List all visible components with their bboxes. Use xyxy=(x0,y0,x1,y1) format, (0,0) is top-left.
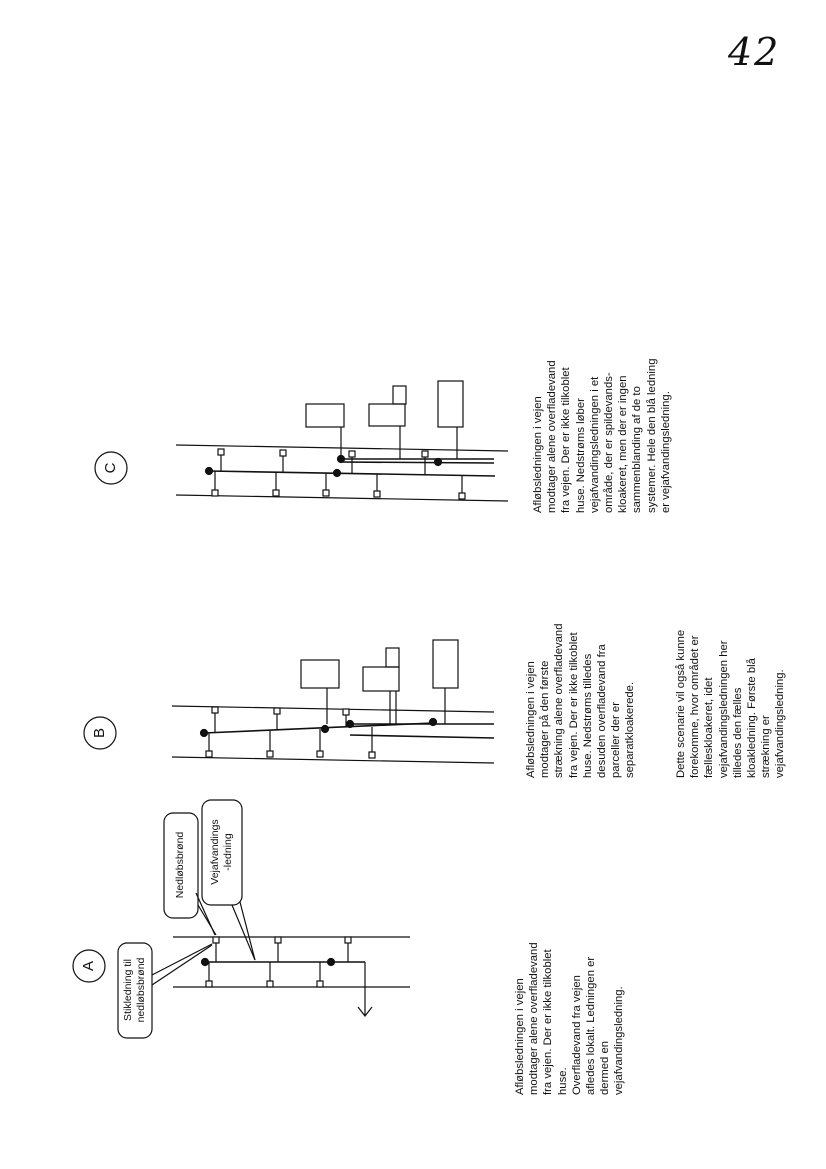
nedlobsbrond-marker xyxy=(275,937,281,943)
diagram-b xyxy=(84,640,494,763)
panel-c-text: Afløbsledningen i vejen modtager alene overfladevand fra vejen. Der er ikke tilkoblet huse. Nedstrøms løber vejafvandingsledningen i et område, der er spildevands- kloakeret, men der er ingen sammenblanding af de to systemer. Hele den blå ledning er vejafvandingsledning. xyxy=(532,358,672,513)
house xyxy=(433,640,458,688)
nedlobsbrond-marker xyxy=(317,981,323,987)
callout-nedlobsbrond-text: Nedløbsbrønd xyxy=(174,831,186,899)
house xyxy=(438,381,463,427)
page-number: 42 xyxy=(728,30,781,74)
node-dot xyxy=(202,959,209,966)
house xyxy=(369,404,405,426)
nedlobsbrond-marker xyxy=(267,981,273,987)
label-b: B xyxy=(91,728,108,739)
panel-a-text: Afløbsledningen i vejen modtager alene overfladevand fra vejen. Der er ikke tilkoblet huse. Overfladevand fra vejen afledes lokalt. Ledningen er dermed en vejafvandingsledning. xyxy=(514,942,626,1095)
nedlobsbrond-marker xyxy=(213,937,219,943)
house xyxy=(301,660,339,688)
house xyxy=(363,667,399,691)
house xyxy=(393,386,406,404)
house xyxy=(386,648,399,667)
road-edge-top xyxy=(172,706,494,712)
node-dot xyxy=(328,959,335,966)
callout-vejafvandings-text: Vejafvandings -ledning xyxy=(209,819,234,885)
panel-b-text-1: Afløbsledningen i vejen modtager på den første strækning alene overfladevand fra vejen. Der er ikke tilkoblet huse. Nedstrøms tilledes desuden overfladevand fra parceller der er separatkloakerede. xyxy=(525,623,637,778)
label-a: A xyxy=(80,961,97,972)
panel-b-text-2: Dette scenarie vil også kunne forekomme, hvor området er fælleskloakeret, idet vejafvandingsledningen her tilledes den fælles kloakledning. Første blå strækning er vejafvandingsledning. xyxy=(675,629,787,778)
road-edge-bottom xyxy=(172,757,494,763)
callout-stikledning-text: Stikledning til nedløbsbrønd xyxy=(122,957,147,1023)
diagram-c xyxy=(95,381,508,501)
house xyxy=(306,404,344,427)
road-edge-bottom xyxy=(176,495,508,501)
label-c: C xyxy=(102,462,119,474)
nedlobsbrond-marker xyxy=(345,937,351,943)
nedlobsbrond-marker xyxy=(206,981,212,987)
road-edge-top xyxy=(176,445,508,451)
